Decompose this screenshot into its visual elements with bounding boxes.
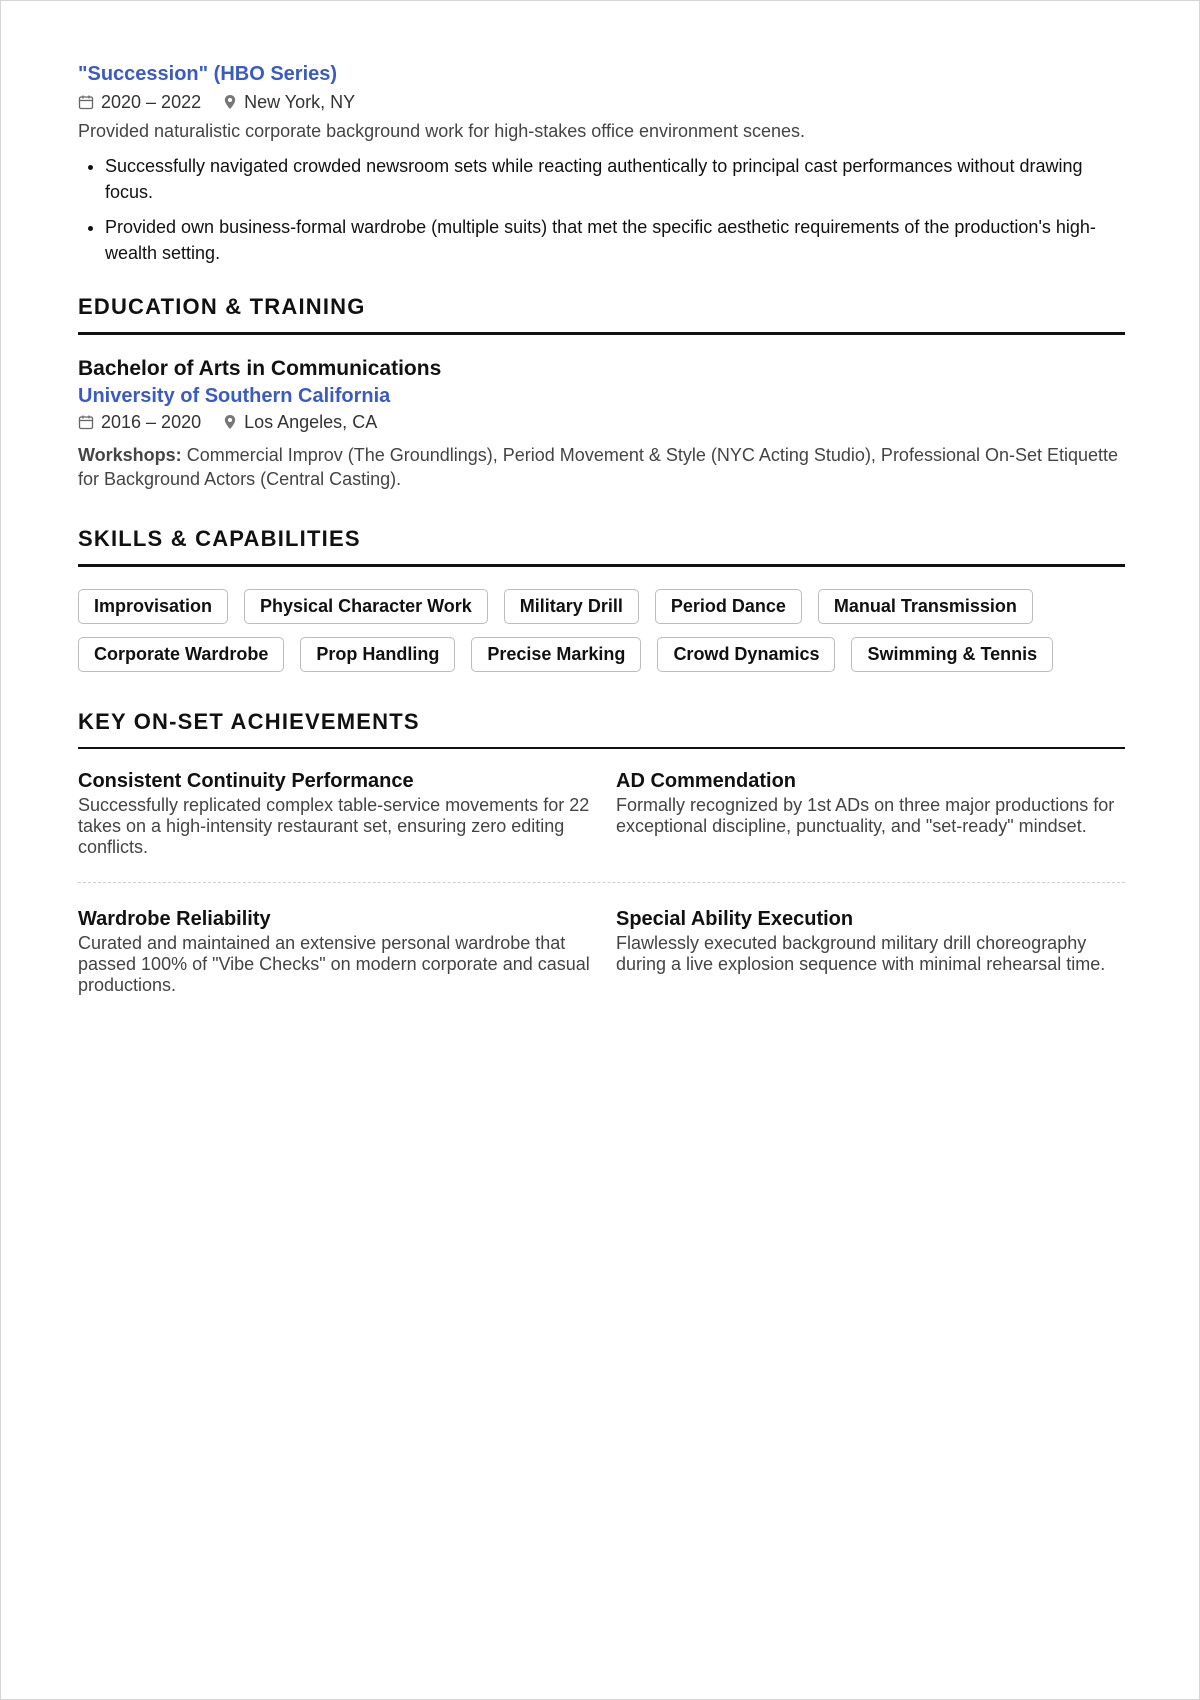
workshops-label: Workshops: (78, 445, 182, 465)
achievements-grid (78, 769, 1125, 1020)
experience-entry (78, 59, 1125, 266)
job-location (223, 89, 355, 115)
achievement-title: Wardrobe Reliability (78, 908, 271, 930)
skill-tag: Precise Marking (471, 637, 641, 672)
achievement-text: Curated and maintained an extensive personal wardrobe that passed 100% of "Vibe Checks" on modern corporate and casual productions. (78, 933, 590, 995)
workshops (78, 443, 1125, 491)
job-location-text: New York, NY (244, 92, 356, 112)
skills-list (78, 589, 1078, 685)
job-bullet: • Provided own business-formal wardrobe (multiple suits) that met the specific aesthetic requirements of the production's high-wealth setting. (105, 214, 1125, 266)
skills-section (78, 524, 1125, 685)
education-entry (78, 355, 1125, 491)
map-pin-icon (223, 94, 237, 110)
resume-content (78, 59, 1125, 1020)
achievement-item (78, 769, 616, 882)
achievements-heading: KEY ON-SET ACHIEVEMENTS (78, 707, 1125, 749)
achievement-text: Flawlessly executed background military drill choreography during a live explosion sequence with minimal rehearsal time. (616, 933, 1106, 974)
skill-tag: Period Dance (655, 589, 802, 624)
job-dates (78, 89, 201, 115)
achievement-title: Special Ability Execution (616, 908, 854, 930)
education-section (78, 292, 1125, 491)
achievement-item (616, 769, 1125, 882)
job-bullets (78, 153, 1125, 266)
map-pin-icon (223, 414, 237, 430)
achievement-item (78, 907, 616, 1020)
skill-tag: Physical Character Work (244, 589, 488, 624)
degree-title: Bachelor of Arts in Communications (78, 357, 442, 380)
school-name: University of Southern California (78, 385, 391, 407)
skill-tag: Corporate Wardrobe (78, 637, 284, 672)
achievement-item (616, 907, 1125, 1020)
achievement-title: Consistent Continuity Performance (78, 770, 414, 792)
achievement-title: AD Commendation (616, 770, 796, 792)
education-heading: EDUCATION & TRAINING (78, 292, 1125, 335)
job-dates-text: 2020 – 2022 (101, 92, 202, 112)
skill-tag: Crowd Dynamics (657, 637, 835, 672)
workshops-text: Commercial Improv (The Groundlings), Period Movement & Style (NYC Acting Studio), Professional On-Set Etiquette for Background Actors (Central Casting). (78, 445, 1119, 489)
education-dates-text: 2016 – 2020 (101, 412, 202, 432)
achievement-text: Formally recognized by 1st ADs on three major productions for exceptional discipline, punctuality, and "set-ready" mindset. (616, 795, 1115, 836)
skill-tag: Military Drill (504, 589, 639, 624)
achievement-text: Successfully replicated complex table-service movements for 22 takes on a high-intensity restaurant set, ensuring zero editing conflicts. (78, 795, 590, 857)
skill-tag: Prop Handling (300, 637, 455, 672)
skill-tag: Swimming & Tennis (851, 637, 1053, 672)
education-location (223, 409, 377, 435)
job-title: "Succession" (HBO Series) (78, 63, 338, 85)
skills-heading: SKILLS & CAPABILITIES (78, 524, 1125, 567)
job-description: Provided naturalistic corporate background work for high-stakes office environment scenes. (78, 121, 806, 141)
calendar-icon (78, 94, 94, 110)
job-meta (78, 89, 1125, 115)
achievements-section (78, 707, 1125, 1020)
job-bullet: • Successfully navigated crowded newsroom sets while reacting authentically to principal cast performances without drawing focus. (105, 153, 1125, 205)
skill-tag: Manual Transmission (818, 589, 1033, 624)
education-meta (78, 409, 1125, 435)
education-dates (78, 409, 201, 435)
education-location-text: Los Angeles, CA (244, 412, 378, 432)
achievement-divider (78, 882, 1125, 883)
skill-tag: Improvisation (78, 589, 228, 624)
calendar-icon (78, 414, 94, 430)
